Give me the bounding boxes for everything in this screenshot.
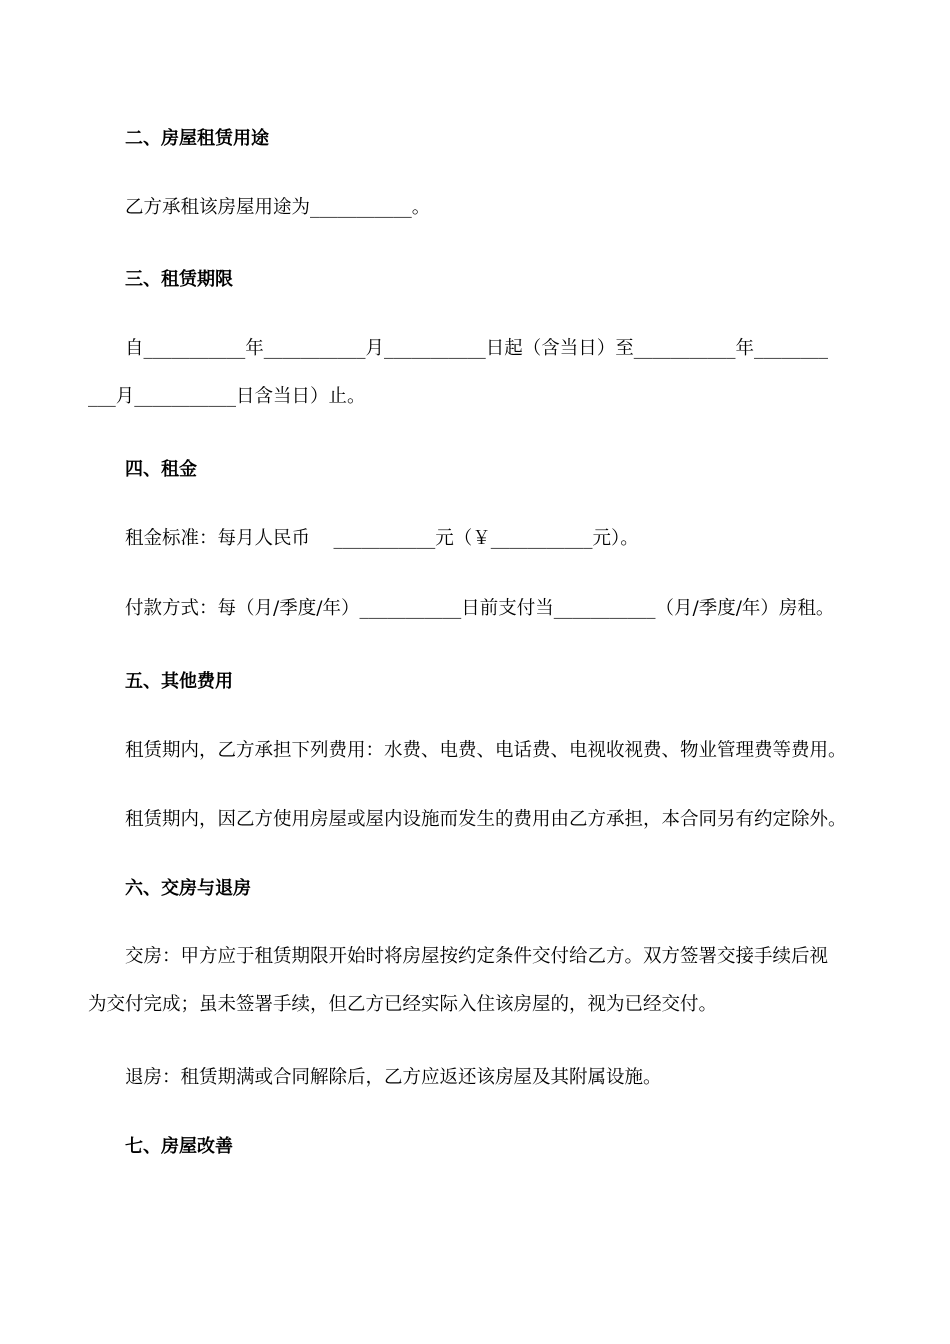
paragraph-term-line1: 自___________年___________月___________日起（含当日）至___________年________: [125, 338, 829, 359]
section-heading-term: 三、租赁期限: [125, 269, 233, 290]
paragraph-handover-line1: 交房：甲方应于租赁期限开始时将房屋按约定条件交付给乙方。双方签署交接手续后视: [125, 946, 829, 967]
paragraph-usage: 乙方承租该房屋用途为___________。: [125, 197, 431, 218]
paragraph-return: 退房：租赁期满或合同解除后，乙方应返还该房屋及其附属设施。: [125, 1067, 662, 1088]
section-heading-improvement: 七、房屋改善: [125, 1136, 233, 1157]
paragraph-rent-standard: 租金标准：每月人民币 ___________元（￥___________元）。: [125, 528, 639, 549]
paragraph-payment-method: 付款方式：每（月/季度/年）___________日前支付当___________（月/季度/年）房租。: [125, 598, 835, 619]
section-heading-rent: 四、租金: [125, 459, 197, 480]
paragraph-term-line2: ___月___________日含当日）止。: [88, 386, 366, 407]
section-heading-other-fees: 五、其他费用: [125, 671, 233, 692]
section-heading-handover: 六、交房与退房: [125, 878, 251, 899]
paragraph-handover-line2: 为交付完成；虽未签署手续，但乙方已经实际入住该房屋的，视为已经交付。: [88, 994, 718, 1015]
paragraph-fees-list: 租赁期内，乙方承担下列费用：水费、电费、电话费、电视收视费、物业管理费等费用。: [125, 740, 847, 761]
section-heading-usage: 二、房屋租赁用途: [125, 128, 269, 149]
paragraph-fees-usage: 租赁期内，因乙方使用房屋或屋内设施而发生的费用由乙方承担，本合同另有约定除外。: [125, 809, 847, 830]
